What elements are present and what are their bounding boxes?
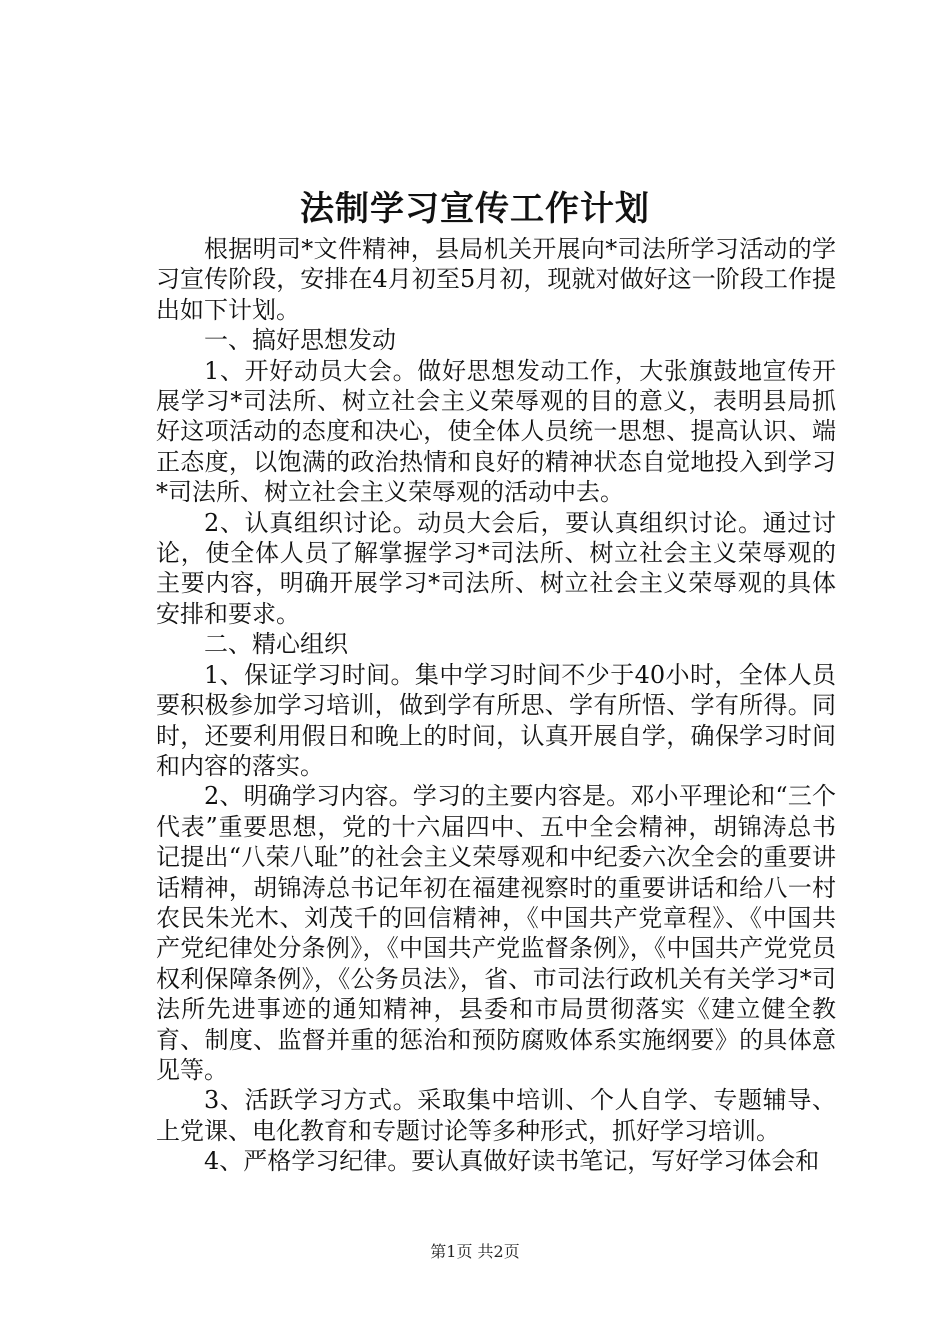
section-heading-2: 二、精心组织 [204, 630, 348, 659]
paragraph-2-2: 2、明确学习内容。学习的主要内容是。邓小平理论和“三个代表”重要思想，党的十六届四中、五中全会精神，胡锦涛总书记提出“八荣八耻”的社会主义荣辱观和中纪委六次全会的重要讲话精神，胡锦涛总书记年初在福建视察时的重要讲话和给八一村农民朱光木、刘茂千的回信精神，《中国共产党章程》、《中国共产党纪律处分条例》，《中国共产党监督条例》，《中国共产党党员权利保障条例》，《公务员法》，省、市司法行政机关有关学习*司法所先进事迹的通知精神，县委和市局贯彻落实《建立健全教育、制度、监督并重的惩治和预防腐败体系实施纲要》的具体意见等。 [156, 782, 836, 1084]
paragraph-1-1: 1、开好动员大会。做好思想发动工作，大张旗鼓地宣传开展学习*司法所、树立社会主义荣辱观的目的意义，表明县局抓好这项活动的态度和决心，使全体人员统一思想、提高认识、端正态度，以饱满的政治热情和良好的精神状态自觉地投入到学习*司法所、树立社会主义荣辱观的活动中去。 [156, 356, 836, 507]
document-body [156, 234, 836, 1177]
paragraph-2-1: 1、保证学习时间。集中学习时间不少于40小时，全体人员要积极参加学习培训，做到学有所思、学有所悟、学有所得。同时，还要利用假日和晚上的时间，认真开展自学，确保学习时间和内容的落实。 [156, 660, 836, 780]
paragraph-2-4: 4、严格学习纪律。要认真做好读书笔记，写好学习体会和 [204, 1147, 820, 1176]
paragraph-1-2: 2、认真组织讨论。动员大会后，要认真组织讨论。通过讨论，使全体人员了解掌握学习*司法所、树立社会主义荣辱观的主要内容，明确开展学习*司法所、树立社会主义荣辱观的具体安排和要求。 [156, 508, 836, 628]
section-heading-1: 一、搞好思想发动 [204, 326, 396, 355]
page-footer: 第1页 共2页 [430, 1242, 520, 1261]
paragraph-2-3: 3、活跃学习方式。采取集中培训、个人自学、专题辅导、上党课、电化教育和专题讨论等多种形式，抓好学习培训。 [156, 1086, 836, 1145]
document-title: 法制学习宣传工作计划 [300, 189, 650, 229]
intro-paragraph: 根据明司*文件精神，县局机关开展向*司法所学习活动的学习宣传阶段，安排在4月初至5月初，现就对做好这一阶段工作提出如下计划。 [156, 235, 836, 324]
